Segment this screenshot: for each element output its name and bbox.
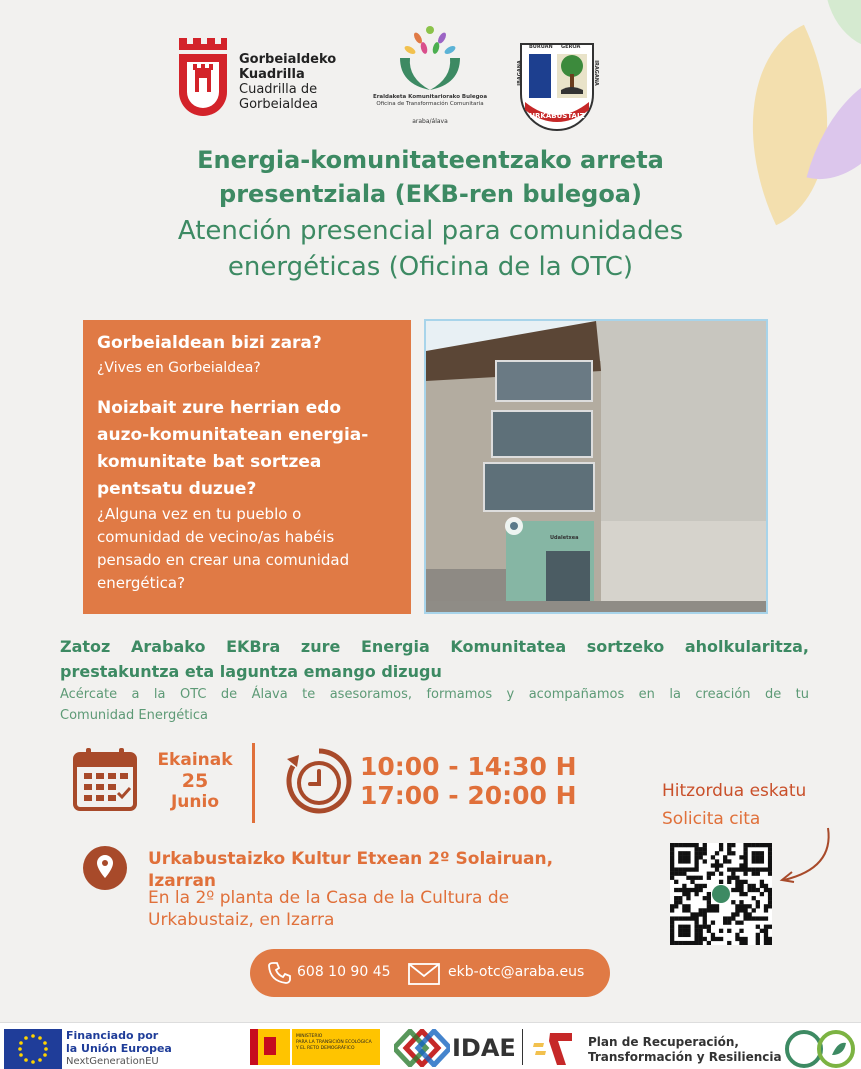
location-es-line1: En la 2º planta de la Casa de la Cultura de [148, 888, 510, 908]
gorbeialdea-logo-line2: Kuadrilla [239, 67, 305, 82]
ministry-line1: MINISTERIO [296, 1034, 323, 1039]
questions-box [83, 320, 411, 614]
gorbeialdea-logo-line4: Gorbeialdea [239, 97, 319, 112]
otc-logo [370, 22, 490, 134]
title-block [60, 143, 801, 285]
phone-icon [268, 961, 292, 985]
qr-code[interactable] [670, 843, 772, 945]
gorbeialdea-logo-line1: Gorbeialdeko [239, 52, 337, 67]
question2-eu-line3: komunitate bat sortzea [97, 452, 322, 472]
time-morning: 10:00 - 14:30 H [360, 752, 577, 781]
question2-es-line3: pensado en crear una comunidad [97, 551, 350, 569]
question1-eu: Gorbeialdean bizi zara? [97, 333, 322, 353]
info-es-line2: Comunidad Energética [60, 708, 209, 723]
idae-label: IDAE [452, 1034, 516, 1062]
ministry-logo [250, 1029, 380, 1065]
question2-eu-line2: auzo-komunitatean energia- [97, 425, 369, 445]
funding-footer [0, 1022, 861, 1069]
phone-link[interactable]: 608 10 90 45 [297, 964, 391, 980]
date-es: Junio [170, 792, 220, 812]
clock-icon [285, 747, 353, 815]
question2-es-line2: comunidad de vecino/as habéis [97, 528, 335, 546]
decorative-leaf-green [825, 0, 861, 50]
otc-logo-line1: Eraldaketa Komunitariorako Bulegoa [372, 94, 488, 100]
urkabustaiz-top1: BURUAN [529, 44, 553, 50]
curved-arrow-icon [776, 826, 836, 886]
eu-flag-icon [4, 1029, 62, 1069]
urkabustaiz-left: IBAGANA [516, 60, 523, 86]
gorbeialdea-logo [175, 30, 345, 122]
title-es-line2: energéticas (Oficina de la OTC) [227, 252, 634, 282]
time-afternoon: 17:00 - 20:00 H [360, 781, 577, 810]
title-es-line1: Atención presencial para comunidades [177, 216, 684, 246]
urkabustaiz-right: IRAGANA [592, 60, 599, 86]
eu-funding-text [66, 1029, 172, 1068]
contact-pill [250, 949, 610, 997]
mail-icon [408, 963, 440, 985]
eu-funding-line1: Financiado por [66, 1029, 159, 1042]
title-eu-line2: presentziala (EKB-ren bulegoa) [219, 180, 642, 208]
building-illustration [426, 321, 768, 614]
question2-es-line4: energética? [97, 574, 186, 592]
recovery-plan-line2: Transformación y Resiliencia [588, 1050, 782, 1064]
info-eu-line1: Zatoz Arabako EKBra zure Energia Komunitatea sortzeko aholkularitza, [60, 637, 809, 656]
recovery-plan-icon [532, 1029, 578, 1067]
appointment-es: Solicita cita [662, 809, 761, 829]
question1-es: ¿Vives en Gorbeialdea? [97, 360, 261, 376]
info-eu [60, 634, 809, 684]
otc-hands-icon [390, 22, 470, 94]
event-date [147, 750, 243, 813]
gorbeialdea-shield-icon [175, 34, 231, 122]
idae-mark-icon [394, 1029, 450, 1067]
date-day: 25 [181, 770, 209, 792]
calendar-icon [72, 746, 138, 812]
appointment-eu: Hitzordua eskatu [662, 781, 807, 801]
otc-logo-line3: araba/álava [412, 118, 448, 125]
location-eu-line2: Izarran [148, 871, 217, 891]
idae-logo [394, 1029, 514, 1067]
recovery-plan-text [588, 1035, 782, 1065]
building-sign: Udaletxea [550, 535, 579, 541]
urkabustaiz-logo [517, 40, 597, 132]
location-es-line2: Urkabustaiz, en Izarra [148, 910, 335, 930]
location-pin-icon [82, 845, 128, 891]
location-eu-line1: Urkabustaizko Kultur Etxean 2º Solairuan, [148, 849, 554, 869]
question2-es-line1: ¿Alguna vez en tu pueblo o [97, 505, 302, 523]
location-es [148, 887, 509, 931]
ministry-line2: PARA LA TRANSICIÓN ECOLÓGICA [296, 1040, 372, 1045]
eu-funding-line2: la Unión Europea [66, 1042, 172, 1055]
email-link[interactable]: ekb-otc@araba.eus [448, 964, 585, 980]
otc-logo-line2: Oficina de Transformación Comunitaria [376, 101, 484, 107]
building-photo [424, 319, 768, 614]
eu-funding-line3: NextGenerationEU [66, 1056, 159, 1067]
ministry-line3: Y EL RETO DEMOGRÁFICO [296, 1046, 355, 1051]
location-eu [148, 848, 553, 892]
energy-community-logo-icon [784, 1027, 858, 1069]
footer-divider [522, 1029, 523, 1065]
schedule-divider [252, 743, 255, 823]
gorbeialdea-logo-line3: Cuadrilla de [239, 82, 318, 97]
question2-eu-line1: Noizbait zure herrian edo [97, 398, 342, 418]
urkabustaiz-top2: GEROA [561, 44, 581, 50]
info-eu-line2: prestakuntza eta laguntza emango dizugu [60, 662, 442, 681]
info-es [60, 684, 809, 726]
spain-crest-icon [250, 1029, 290, 1065]
date-eu: Ekainak [157, 750, 233, 770]
recovery-plan-line1: Plan de Recuperación, [588, 1035, 739, 1049]
urkabustaiz-bottom: URKABUSTAIZ [529, 112, 585, 120]
title-eu-line1: Energia-komunitateentzako arreta [197, 146, 664, 174]
info-es-line1: Acércate a la OTC de Álava te asesoramos, formamos y acompañamos en la creación de tu [60, 687, 809, 702]
question2-eu-line4: pentsatu duzue? [97, 479, 257, 499]
